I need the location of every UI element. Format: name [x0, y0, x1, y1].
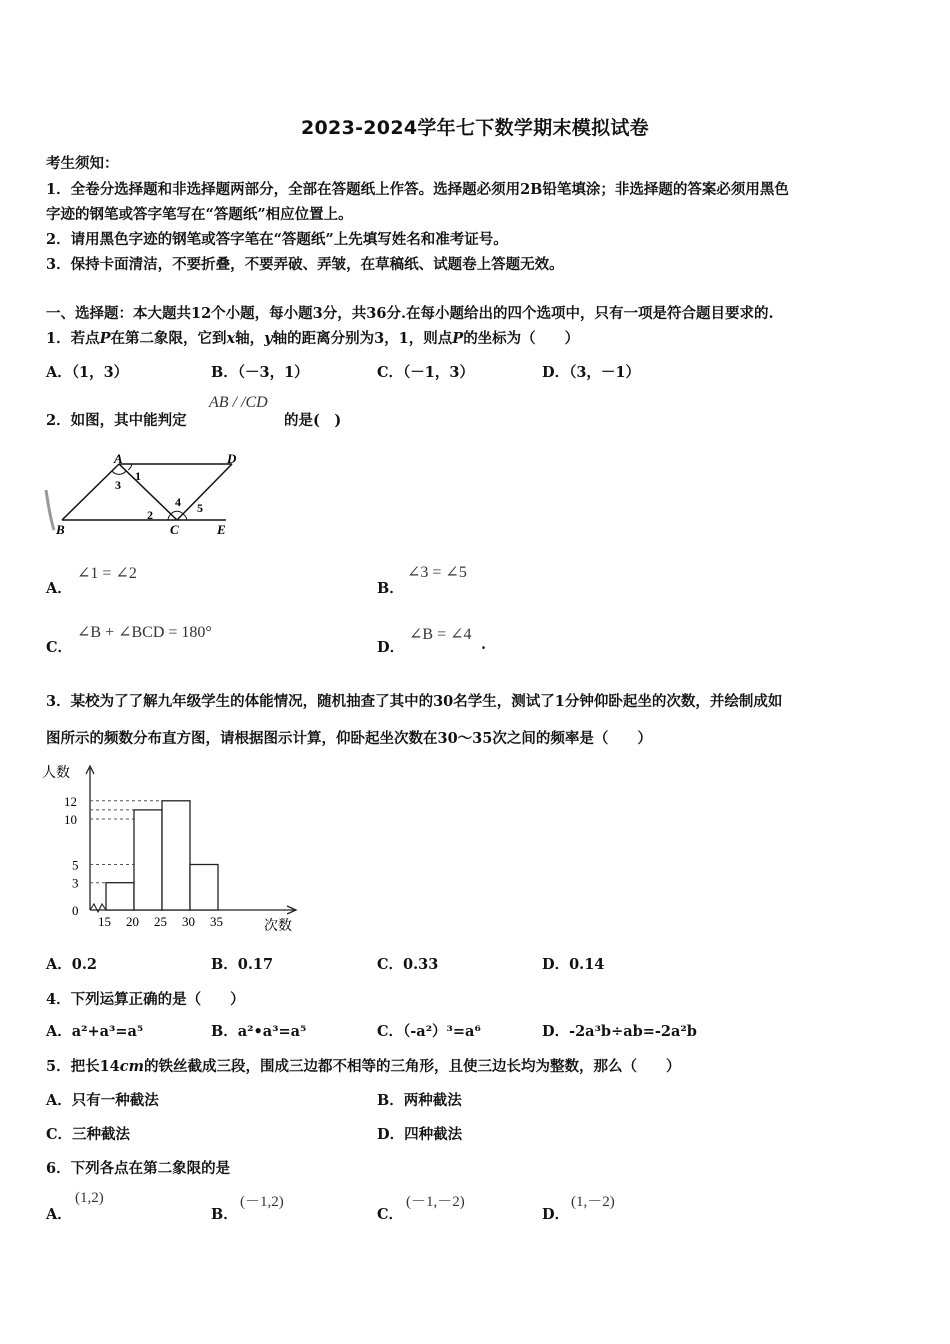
label-A: A — [114, 451, 123, 466]
bar-30-35 — [190, 865, 218, 911]
figure-scan-smudge — [46, 490, 54, 530]
y-tick-12: 12 — [64, 793, 77, 809]
question-2-stem-b: 的是( ) — [284, 412, 342, 429]
q6-option-c-label[interactable]: C． — [377, 1206, 404, 1223]
bar-25-30 — [162, 801, 190, 910]
q5-option-b[interactable]: B．两种截法 — [377, 1092, 462, 1109]
y-tick-0: 0 — [72, 903, 79, 918]
angle-arc-2 — [168, 514, 171, 520]
q1-option-a[interactable]: A．（1，3） — [46, 364, 129, 381]
q4-option-b[interactable]: B．a²•a³=a⁵ — [211, 1023, 307, 1040]
q6-option-a-label[interactable]: A． — [46, 1206, 72, 1223]
x-tick-25: 25 — [154, 914, 167, 929]
q3-histogram — [40, 760, 310, 940]
label-3: 3 — [115, 478, 121, 492]
notice-line-3: 3．保持卡面清洁，不要折叠，不要弄破、弄皱，在草稿纸、试题卷上答题无效。 — [46, 256, 564, 273]
q2-option-a[interactable]: ∠1 = ∠2 — [77, 565, 137, 582]
histogram-y-ticks — [64, 794, 79, 918]
q1-option-d[interactable]: D．（3，－1） — [542, 364, 641, 381]
q2-geometry-figure — [44, 448, 264, 543]
x-axis-break-zigzag — [90, 904, 106, 912]
q6-option-b-label[interactable]: B． — [211, 1206, 238, 1223]
bar-15-20 — [106, 883, 134, 910]
q2-option-d[interactable]: ∠B = ∠4 — [409, 626, 472, 643]
q6-option-b[interactable]: (－1,2) — [240, 1194, 284, 1210]
label-C: C — [170, 522, 179, 537]
question-4-stem: 4．下列运算正确的是（ ） — [46, 991, 245, 1008]
bar-20-25 — [134, 810, 162, 910]
q4-option-c[interactable]: C．（-a²）³=a⁶ — [377, 1023, 481, 1040]
question-5-stem: 5．把长14cm的铁丝截成三段，围成三边都不相等的三角形，且使三边长均为整数，那么（ ） — [46, 1058, 681, 1075]
q2-option-a-label[interactable]: A． — [46, 580, 72, 597]
label-5: 5 — [197, 501, 203, 515]
question-1-stem: 1．若点P在第二象限，它到x轴，y轴的距离分别为3，1，则点P的坐标为（ ） — [46, 330, 580, 347]
q5-option-d[interactable]: D．四种截法 — [377, 1126, 463, 1143]
q2-parallel-expression: AB / /CD — [209, 394, 268, 411]
q2-option-b-label[interactable]: B． — [377, 580, 404, 597]
q5-option-c[interactable]: C．三种截法 — [46, 1126, 131, 1143]
line-CD — [177, 464, 232, 520]
angle-arc-3 — [112, 471, 126, 474]
angle-arc-4 — [171, 511, 183, 514]
angle-arc-1 — [128, 464, 132, 470]
q1-option-b[interactable]: B．（－3，1） — [211, 364, 309, 381]
q1-option-c[interactable]: C．（－1，3） — [377, 364, 474, 381]
y-axis-label: 人数 — [42, 766, 70, 781]
label-E: E — [217, 522, 226, 537]
notice-line-2: 2．请用黑色字迹的钢笔或答字笔在“答题纸”上先填写姓名和准考证号。 — [46, 231, 508, 248]
label-2: 2 — [147, 508, 153, 522]
q2-option-d-period: . — [481, 636, 487, 653]
histogram-x-ticks — [98, 914, 223, 929]
y-tick-10: 10 — [64, 812, 77, 827]
angle-arc-5 — [183, 514, 187, 520]
histogram-bars — [106, 801, 218, 910]
q4-option-a[interactable]: A．a²+a³=a⁵ — [46, 1023, 144, 1040]
notice-line-1b: 字迹的钢笔或答字笔写在“答题纸”相应位置上。 — [46, 206, 353, 223]
notice-heading: 考生须知： — [46, 155, 119, 172]
q3-option-a[interactable]: A．0.2 — [46, 956, 97, 973]
label-D: D — [227, 451, 237, 466]
notice-line-1a: 1．全卷分选择题和非选择题两部分，全部在答题纸上作答。选择题必须用2B铅笔填涂；非选择题的答案必须用黑色 — [46, 181, 789, 198]
y-tick-5: 5 — [72, 857, 79, 873]
label-4: 4 — [175, 495, 181, 509]
label-B: B — [56, 522, 65, 537]
q4-option-d[interactable]: D．-2a³b÷ab=-2a²b — [542, 1023, 697, 1040]
q2-option-b[interactable]: ∠3 = ∠5 — [407, 564, 467, 581]
q2-option-d-label[interactable]: D． — [377, 639, 405, 656]
x-tick-30: 30 — [182, 914, 195, 929]
q3-option-c[interactable]: C．0.33 — [377, 956, 439, 973]
label-1: 1 — [135, 469, 141, 483]
x-tick-20: 20 — [126, 914, 139, 929]
q6-option-c[interactable]: (－1,－2) — [406, 1194, 465, 1210]
y-tick-3: 3 — [72, 875, 79, 891]
q6-option-d[interactable]: (1,－2) — [571, 1194, 615, 1210]
q2-option-c-label[interactable]: C． — [46, 639, 73, 656]
x-axis-label: 次数 — [264, 919, 292, 934]
q3-option-d[interactable]: D．0.14 — [542, 956, 605, 973]
q6-option-d-label[interactable]: D． — [542, 1206, 570, 1223]
x-tick-15: 15 — [98, 914, 111, 929]
q2-option-c[interactable]: ∠B + ∠BCD = 180° — [77, 624, 212, 641]
question-3-line-1: 3．某校为了了解九年级学生的体能情况，随机抽查了其中的30名学生，测试了1分钟仰卧起坐的次数，并绘制成如 — [46, 693, 783, 710]
q5-option-a[interactable]: A．只有一种截法 — [46, 1092, 159, 1109]
question-6-stem: 6．下列各点在第二象限的是 — [46, 1160, 231, 1177]
question-3-line-2: 图所示的频数分布直方图，请根据图示计算，仰卧起坐次数在30～35次之间的频率是（ ） — [46, 730, 652, 747]
page-title: 2023-2024学年七下数学期末模拟试卷 — [301, 117, 649, 139]
question-2-stem-a: 2．如图，其中能判定 — [46, 412, 187, 429]
line-AB — [62, 464, 119, 520]
q6-option-a[interactable]: (1,2) — [75, 1190, 104, 1206]
x-tick-35: 35 — [210, 914, 223, 929]
section-heading: 一、选择题：本大题共12个小题，每小题3分，共36分.在每小题给出的四个选项中，只有一项是符合题目要求的. — [46, 305, 774, 322]
q3-option-b[interactable]: B．0.17 — [211, 956, 274, 973]
